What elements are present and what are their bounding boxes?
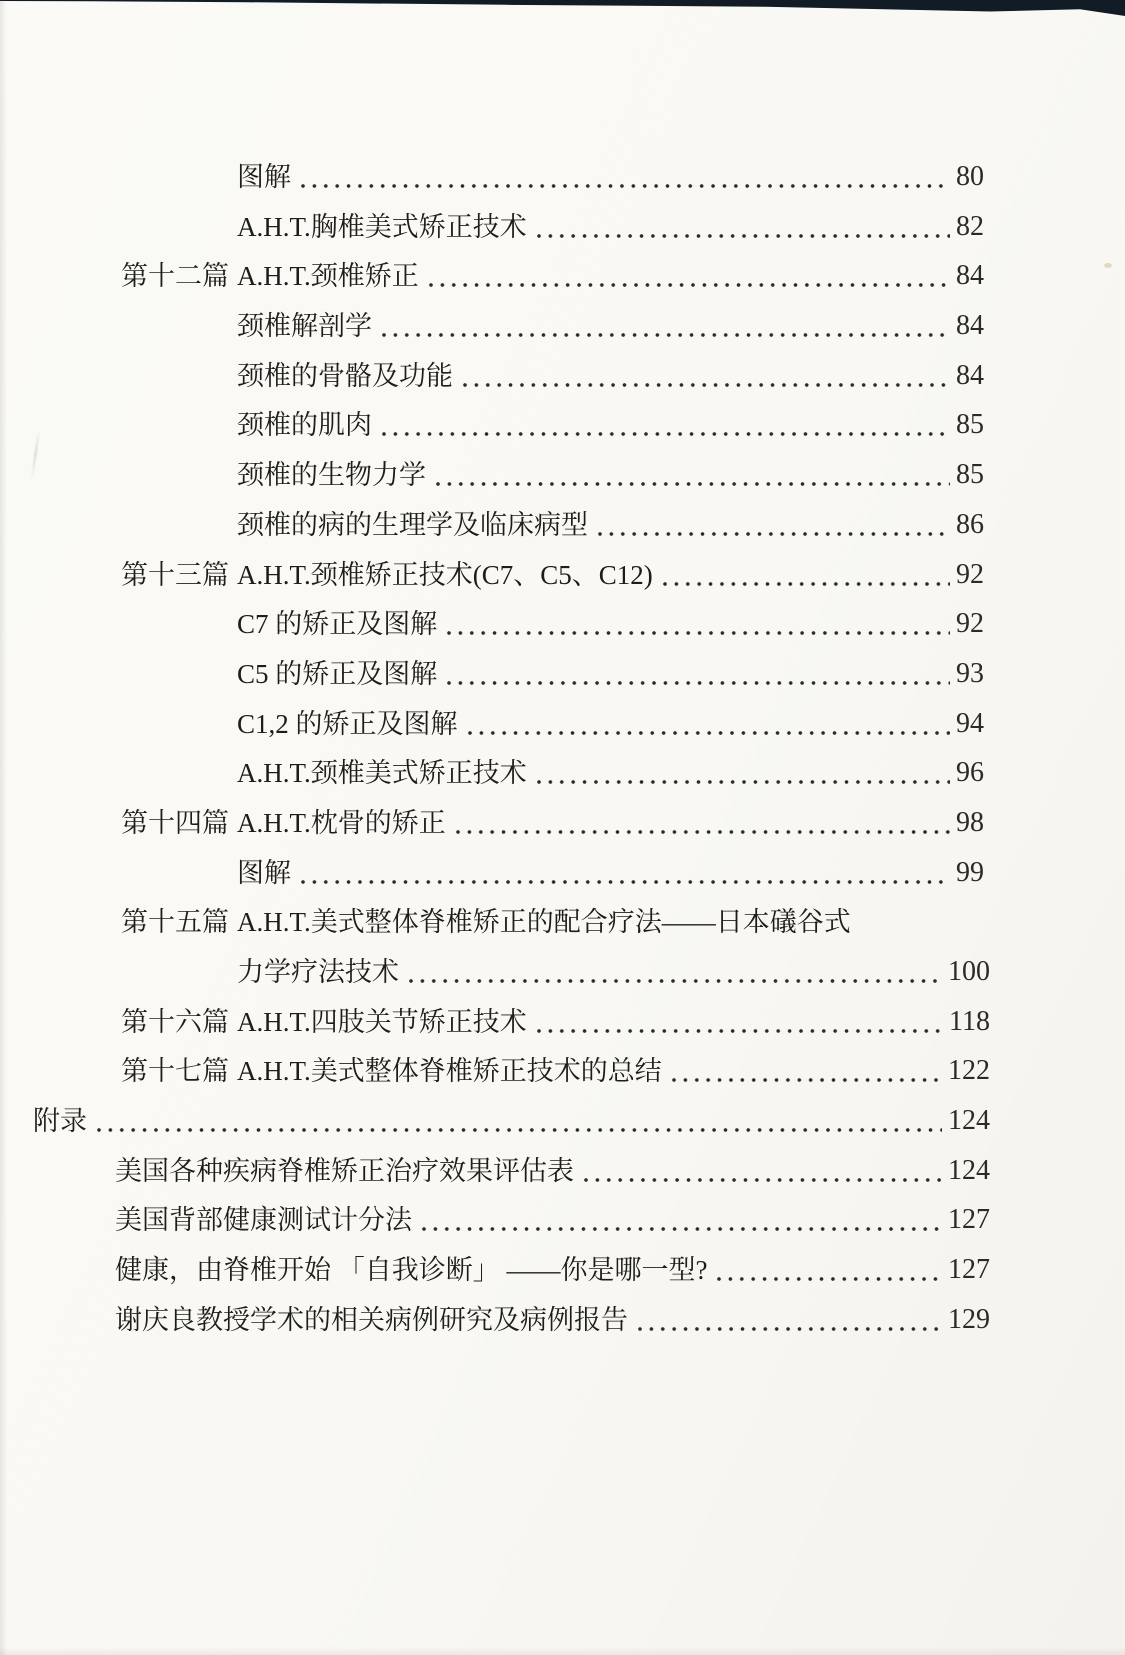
toc-page-number: 85 [956, 409, 984, 441]
dot-leader [301, 879, 950, 885]
toc-row [115, 1303, 990, 1353]
toc-title: 图解 [237, 162, 291, 192]
paper-speck [1104, 263, 1112, 268]
toc-page-number: 127 [948, 1204, 990, 1236]
toc-page-number: 129 [948, 1303, 990, 1335]
dot-leader [382, 431, 950, 437]
toc-title: A.H.T.颈椎美式矫正技术 [237, 758, 527, 789]
toc-page-number: 86 [956, 508, 984, 540]
toc-title: 颈椎的病的生理学及临床病型 [237, 509, 588, 540]
dot-leader [447, 630, 950, 636]
toc-row [33, 1104, 990, 1154]
toc-row [0, 1054, 990, 1104]
toc-row [0, 1005, 990, 1055]
dot-leader [638, 1326, 942, 1332]
toc-title: 图解 [237, 857, 291, 888]
toc-row [237, 160, 990, 210]
toc-page-number: 96 [956, 757, 984, 789]
toc-row [237, 607, 990, 657]
toc-page-number: 82 [956, 210, 984, 242]
dot-leader [456, 829, 950, 835]
toc-row [237, 408, 990, 458]
dot-leader [663, 581, 950, 587]
toc-page-number: 100 [948, 956, 990, 987]
toc-page-number: 122 [948, 1055, 990, 1087]
toc-title: A.H.T.颈椎矫正 [237, 261, 419, 292]
dot-leader [429, 282, 950, 288]
toc-list [0, 160, 990, 1353]
dot-leader [436, 481, 950, 487]
toc-chapter-label: 第十五篇 [121, 907, 229, 938]
toc-title: 附录 [33, 1106, 87, 1137]
dot-leader [301, 183, 950, 189]
toc-title: 健康，由脊椎开始 「自我诊断」 ——你是哪一型? [115, 1255, 708, 1286]
toc-page-number: 118 [949, 1005, 990, 1037]
dot-leader [409, 978, 942, 984]
toc-title: 力学疗法技术 [237, 957, 399, 987]
toc-title: 美国背部健康测试计分法 [115, 1205, 412, 1236]
toc-page-number: 92 [956, 558, 984, 590]
toc-page-number: 84 [956, 260, 984, 292]
dot-leader [468, 730, 950, 736]
toc-row [237, 856, 990, 906]
toc-page-number: 92 [956, 608, 984, 640]
toc-row [237, 707, 990, 757]
toc-page-number: 98 [956, 806, 984, 838]
dot-leader [598, 531, 950, 537]
toc-row [237, 309, 990, 359]
dot-leader [97, 1127, 942, 1133]
toc-row [0, 558, 990, 608]
toc-row [0, 905, 990, 955]
page-edge-bottom-shadow [0, 1647, 1125, 1655]
toc-title: A.H.T.美式整体脊椎矫正的配合疗法——日本礒谷式 [237, 907, 851, 938]
toc-row [237, 756, 990, 806]
toc-page-number: 85 [956, 459, 984, 491]
toc-page-number: 127 [948, 1254, 990, 1286]
dot-leader [422, 1226, 942, 1232]
toc-title: C5 的矫正及图解 [237, 658, 438, 689]
toc-title: 颈椎的骨骼及功能 [237, 360, 453, 391]
toc-chapter-label: 第十二篇 [121, 261, 229, 292]
toc-page-number: 84 [956, 310, 984, 342]
toc-title: C7 的矫正及图解 [237, 609, 438, 640]
toc-row [237, 955, 990, 1005]
toc-title: 颈椎的生物力学 [237, 460, 426, 491]
toc-chapter-label: 第十六篇 [121, 1006, 229, 1037]
toc-row [115, 1203, 990, 1253]
scan-edge-top [0, 0, 1125, 16]
toc-title: 美国各种疾病脊椎矫正治疗效果评估表 [115, 1155, 574, 1186]
toc-row [237, 508, 990, 558]
toc-page-number: 124 [948, 1154, 990, 1186]
dot-leader [717, 1276, 942, 1282]
dot-leader [584, 1177, 942, 1183]
toc-title: A.H.T.颈椎矫正技术(C7、C5、C12) [237, 559, 653, 590]
toc-title: A.H.T.枕骨的矫正 [237, 807, 446, 838]
toc-title: 谢庆良教授学术的相关病例研究及病例报告 [115, 1304, 628, 1335]
dot-leader [382, 332, 950, 338]
toc-row [0, 259, 990, 309]
toc-page-number: 80 [956, 161, 984, 192]
toc-row [237, 657, 990, 707]
toc-page-number: 94 [956, 707, 984, 739]
dot-leader [672, 1077, 942, 1083]
toc-page-number: 93 [956, 657, 984, 689]
dot-leader [537, 1028, 943, 1034]
toc-row [115, 1154, 990, 1204]
toc-title: A.H.T.胸椎美式矫正技术 [237, 211, 527, 242]
toc-page-number: 99 [956, 856, 984, 888]
toc-row [237, 458, 990, 508]
toc-row [115, 1253, 990, 1303]
toc-row [237, 210, 990, 260]
toc-chapter-label: 第十七篇 [121, 1056, 229, 1087]
toc-row [237, 359, 990, 409]
dot-leader [537, 233, 950, 239]
toc-row [0, 806, 990, 856]
toc-title: 颈椎解剖学 [237, 311, 372, 342]
toc-chapter-label: 第十四篇 [121, 807, 229, 838]
dot-leader [537, 779, 950, 785]
toc-page-number: 84 [956, 359, 984, 391]
toc-page-number: 124 [948, 1105, 990, 1137]
dot-leader [463, 382, 950, 388]
toc-title: 颈椎的肌肉 [237, 410, 372, 441]
toc-chapter-label: 第十三篇 [121, 559, 229, 590]
toc-title: A.H.T.四肢关节矫正技术 [237, 1006, 527, 1037]
toc-title: A.H.T.美式整体脊椎矫正技术的总结 [237, 1056, 662, 1087]
dot-leader [447, 680, 950, 686]
toc-title: C1,2 的矫正及图解 [237, 708, 458, 739]
